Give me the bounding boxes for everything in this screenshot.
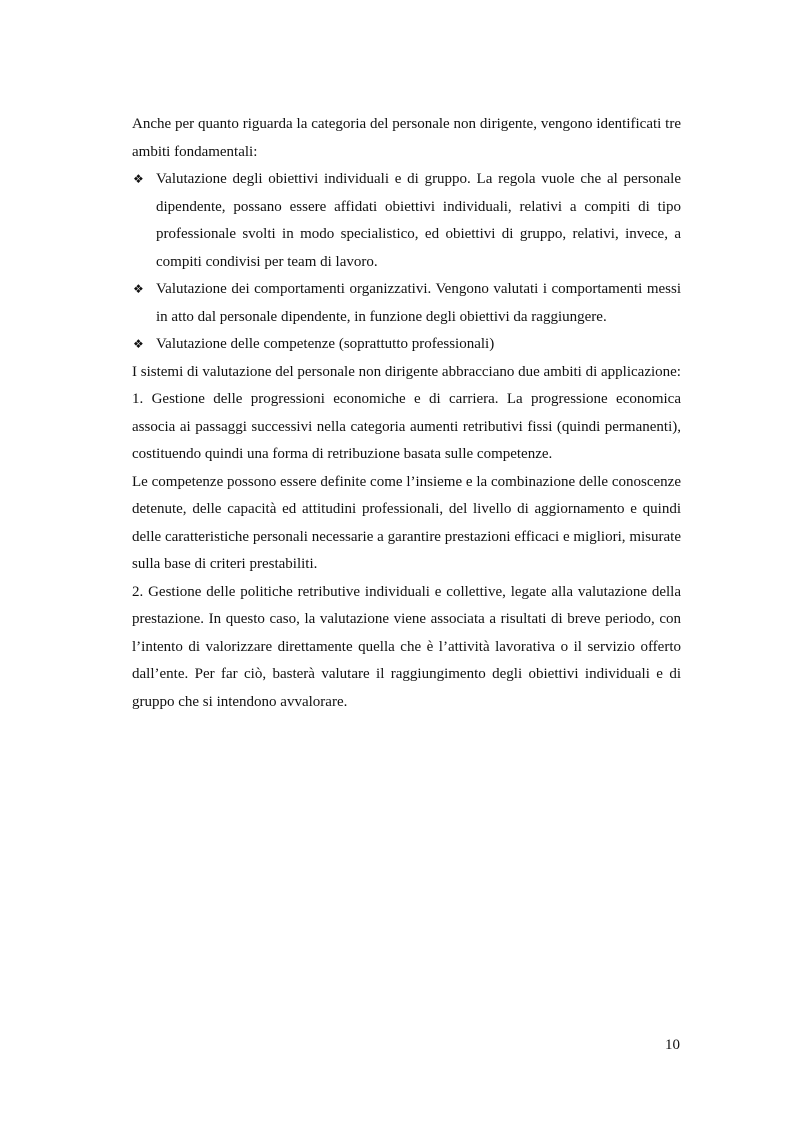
bullet-text: Valutazione degli obiettivi individuali e di gruppo. La regola vuole che al personale dipendente, possano essere affidati obiettivi individuali, relativi a compiti di tipo professionale svolti in modo specialistico, ed obiettivi di gruppo, relativi, invece, a compiti condivisi per team di lavoro. (156, 171, 681, 270)
bullet-list (132, 166, 681, 359)
diamond-bullet-icon: ❖ (133, 172, 144, 186)
bullet-text: Valutazione dei comportamenti organizzativi. Vengono valutati i comportamenti messi in atto dal personale dipendente, in funzione degli obiettivi da raggiungere. (156, 281, 681, 325)
list-item (132, 276, 681, 331)
paragraph-competenze: Le competenze possono essere definite come l’insieme e la combinazione delle conoscenze detenute, delle capacità ed attitudini professionali, del livello di aggiornamento e quindi delle caratteristiche personali necessarie a garantire prestazioni efficaci e migliori, misurate sulla base di criteri prestabiliti. (132, 473, 681, 572)
paragraph-ambiti: I sistemi di valutazione del personale non dirigente abbracciano due ambiti di applicazione: (132, 363, 681, 380)
diamond-bullet-icon: ❖ (133, 337, 144, 351)
diamond-bullet-icon: ❖ (133, 282, 144, 296)
intro-paragraph: Anche per quanto riguarda la categoria del personale non dirigente, vengono identificati tre ambiti fondamentali: (132, 116, 681, 160)
page-number: 10 (665, 1037, 680, 1053)
paragraph-progressioni: 1. Gestione delle progressioni economiche e di carriera. La progressione economica associa ai passaggi successivi nella categoria aumenti retributivi fissi (quindi permanenti), costituendo quindi una forma di retribuzione basata sulle competenze. (132, 391, 681, 462)
page-body (132, 111, 681, 716)
paragraph-politiche: 2. Gestione delle politiche retributive individuali e collettive, legate alla valutazione della prestazione. In questo caso, la valutazione viene associata a risultati di breve periodo, con l’intento di valorizzare direttamente quella che è l’attività lavorativa o il servizio offerto dall’ente. Per far ciò, basterà valutare il raggiungimento degli obiettivi individuali e di gruppo che si intendono avvalorare. (132, 583, 681, 710)
bullet-text: Valutazione delle competenze (soprattutto professionali) (156, 336, 495, 352)
list-item (132, 331, 681, 359)
list-item (132, 166, 681, 276)
